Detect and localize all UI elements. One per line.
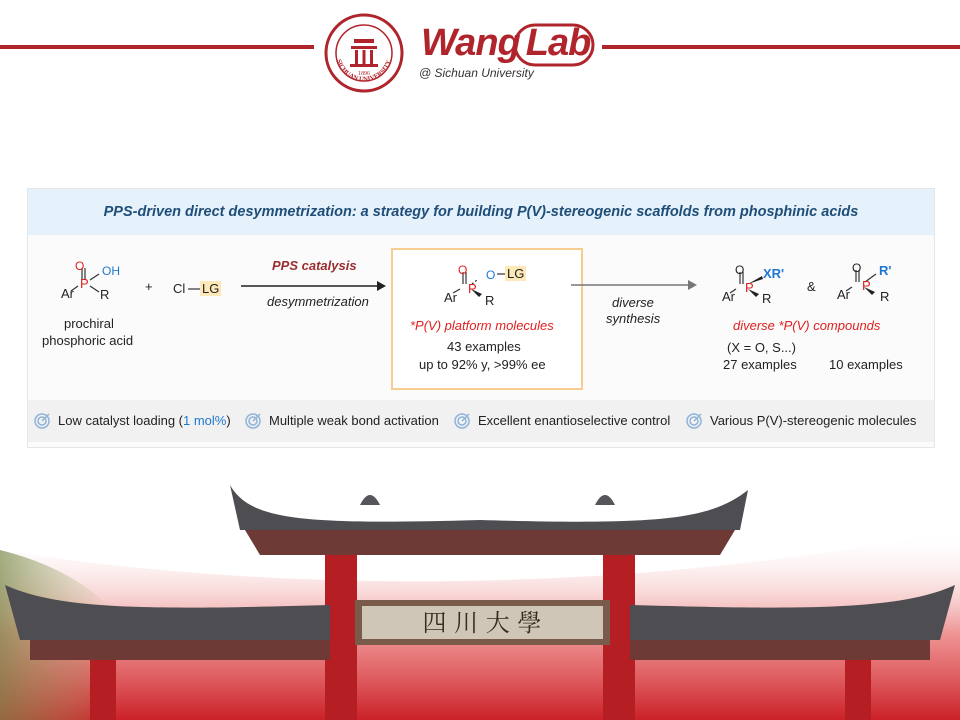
feature-catalyst-loading: Low catalyst loading (1 mol%) (58, 413, 231, 428)
reactant-ar: Ar (61, 286, 74, 301)
reagent-bond (188, 287, 200, 291)
university-gate-image (0, 470, 960, 720)
abstract-banner (28, 189, 934, 235)
platform-link-oxygen: O (486, 268, 496, 282)
feature-various-molecules: Various P(V)-stereogenic molecules (710, 413, 917, 428)
product1-oxygen: O (735, 263, 745, 277)
target-icon (454, 413, 470, 429)
wanglab-logo (417, 22, 597, 84)
arrow1-top-label: PPS catalysis (272, 258, 357, 273)
reactant-oh: OH (102, 264, 120, 278)
arrow2-line2: synthesis (606, 311, 661, 326)
reactant-label-line1: prochiral (64, 316, 114, 331)
seal-text: SICHUAN UNIVERSITY (334, 58, 393, 84)
product1-phosphorus: P (745, 280, 754, 295)
product2-phosphorus: P (862, 278, 871, 293)
feature-enantioselective: Excellent enantioselective control (478, 413, 671, 428)
target-icon (245, 413, 261, 429)
products-examples-2: 10 examples (829, 357, 903, 372)
product2-oxygen: O (852, 261, 862, 275)
platform-ar: Ar (444, 290, 457, 305)
platform-examples: 43 examples (447, 339, 521, 354)
logo-subtitle: @ Sichuan University (419, 66, 534, 80)
reactant-oxygen: O (75, 259, 85, 273)
product2-r-prime: R' (879, 263, 892, 278)
forward-arrow-icon (241, 280, 386, 292)
reagent-lg: LG (202, 281, 220, 296)
target-icon (34, 413, 50, 429)
platform-r: R (485, 293, 495, 308)
reactant-label-line2: phosphoric acid (42, 333, 134, 348)
platform-lg: LG (507, 266, 525, 281)
seal-year: 1896 (358, 71, 370, 77)
platform-yield: up to 92% y, >99% ee (419, 357, 546, 372)
logo-text: Wang Lab (421, 22, 591, 64)
arrow1-bottom-label: desymmetrization (267, 294, 369, 309)
products-label: diverse *P(V) compounds (733, 318, 881, 333)
products-note: (X = O, S...) (727, 340, 796, 355)
product2-ar: Ar (837, 287, 850, 302)
abstract-title: PPS-driven direct desymmetrization: a strategy for building P(V)-stereogenic scaffolds from phosphinic acids (103, 204, 859, 220)
target-icon (686, 413, 702, 429)
product1-ar: Ar (722, 289, 735, 304)
header-rule-right (602, 45, 960, 49)
platform-oxygen: O (458, 263, 468, 277)
product2-r: R (880, 289, 890, 304)
reagent-cl: Cl (173, 281, 186, 296)
gate-plaque-text: 四 川 大 學 (422, 609, 542, 637)
arrow2-line1: diverse (612, 295, 654, 310)
feature-bond-activation: Multiple weak bond activation (269, 413, 439, 428)
ampersand: & (807, 279, 816, 294)
plus-sign: + (145, 279, 153, 294)
products-examples-1: 27 examples (723, 357, 797, 372)
diverse-arrow-icon (571, 279, 697, 291)
reactant-phosphorus: P (80, 276, 89, 291)
reactant-r: R (100, 287, 110, 302)
header-rule-left (0, 45, 314, 49)
product1-r: R (762, 291, 772, 306)
platform-phosphorus: P (468, 281, 477, 296)
product1-xr: XR' (763, 266, 785, 281)
university-seal-icon (324, 13, 404, 93)
platform-label: *P(V) platform molecules (410, 318, 554, 333)
